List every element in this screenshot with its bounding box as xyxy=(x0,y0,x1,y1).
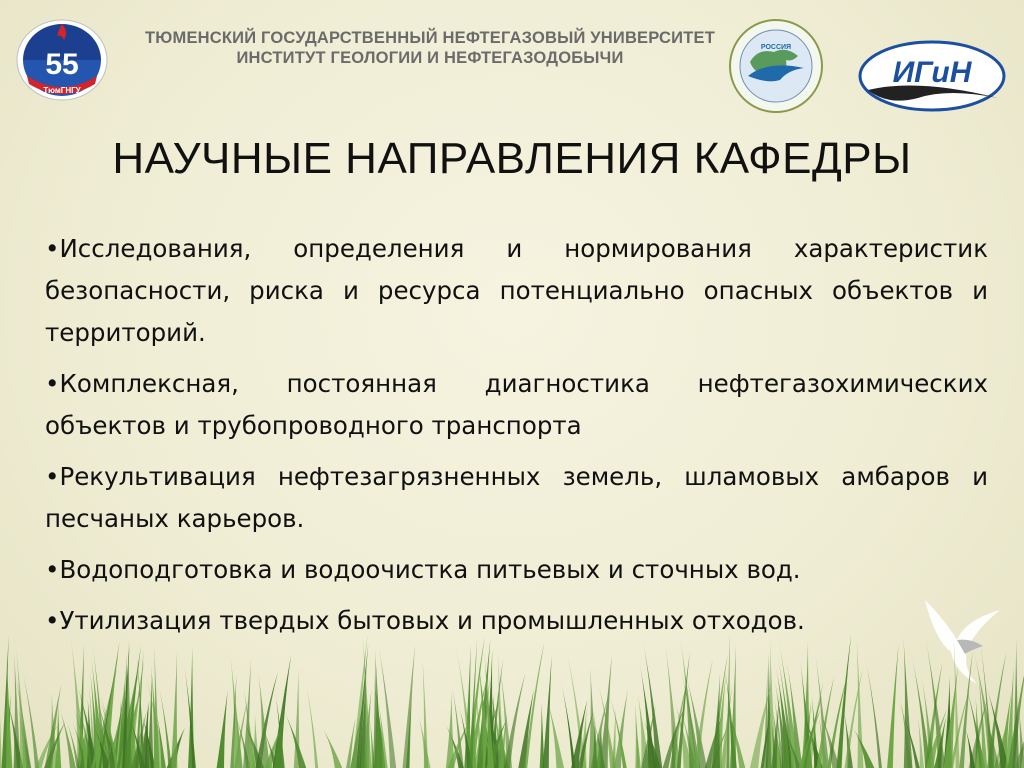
grass-blade xyxy=(635,704,639,768)
logo-55-caption: ТюмГНГУ xyxy=(43,86,81,95)
grass-blade xyxy=(306,683,318,768)
grass-blade xyxy=(0,682,2,768)
logo-55-number: 55 xyxy=(45,48,79,81)
list-item: •Рекультивация нефтезагрязненных земель, шламовых амбаров и песчаных карьеров. xyxy=(45,462,988,533)
research-directions-list xyxy=(45,228,988,651)
university-header xyxy=(140,28,720,68)
russia-emblem-label: РОССИЯ xyxy=(760,44,792,51)
grass-blade xyxy=(864,651,882,768)
header-line-2: ИНСТИТУТ ГЕОЛОГИИ И НЕФТЕГАЗОДОБЫЧИ xyxy=(236,49,624,67)
grass-blade xyxy=(59,707,76,768)
grass-blade xyxy=(665,645,680,768)
grass-blade xyxy=(561,682,576,768)
grass-blade xyxy=(887,644,899,768)
list-item: •Исследования, определения и нормирования характеристик безопасности, риска и ресурса потенциально опасных объектов и территорий. xyxy=(45,234,988,347)
grass-blade xyxy=(1012,639,1019,768)
grass-blade xyxy=(730,645,736,768)
igin-logo-label: ИГиН xyxy=(892,56,972,89)
russia-emblem-logo xyxy=(728,18,824,114)
grass-decoration xyxy=(0,628,1024,768)
header-line-1: ТЮМЕНСКИЙ ГОСУДАРСТВЕННЫЙ НЕФТЕГАЗОВЫЙ УНИВЕРСИТЕТ xyxy=(145,29,715,47)
grass-blade xyxy=(726,634,729,768)
list-item: •Утилизация твердых бытовых и промышленных отходов. xyxy=(45,606,805,635)
slide-title: НАУЧНЫЕ НАПРАВЛЕНИЯ КАФЕДРЫ xyxy=(112,134,912,183)
list-item: •Водоподготовка и водоочистка питьевых и сточных вод. xyxy=(45,555,801,584)
list-item: •Комплексная, постоянная диагностика нефтегазохимических объектов и трубопроводного транспорта xyxy=(45,369,988,440)
university-55-logo xyxy=(15,18,109,102)
grass-blade xyxy=(171,652,178,768)
grass-blade xyxy=(217,691,228,768)
grass-blade xyxy=(614,690,628,768)
grass-blade xyxy=(321,725,342,768)
igin-logo xyxy=(858,40,1006,112)
